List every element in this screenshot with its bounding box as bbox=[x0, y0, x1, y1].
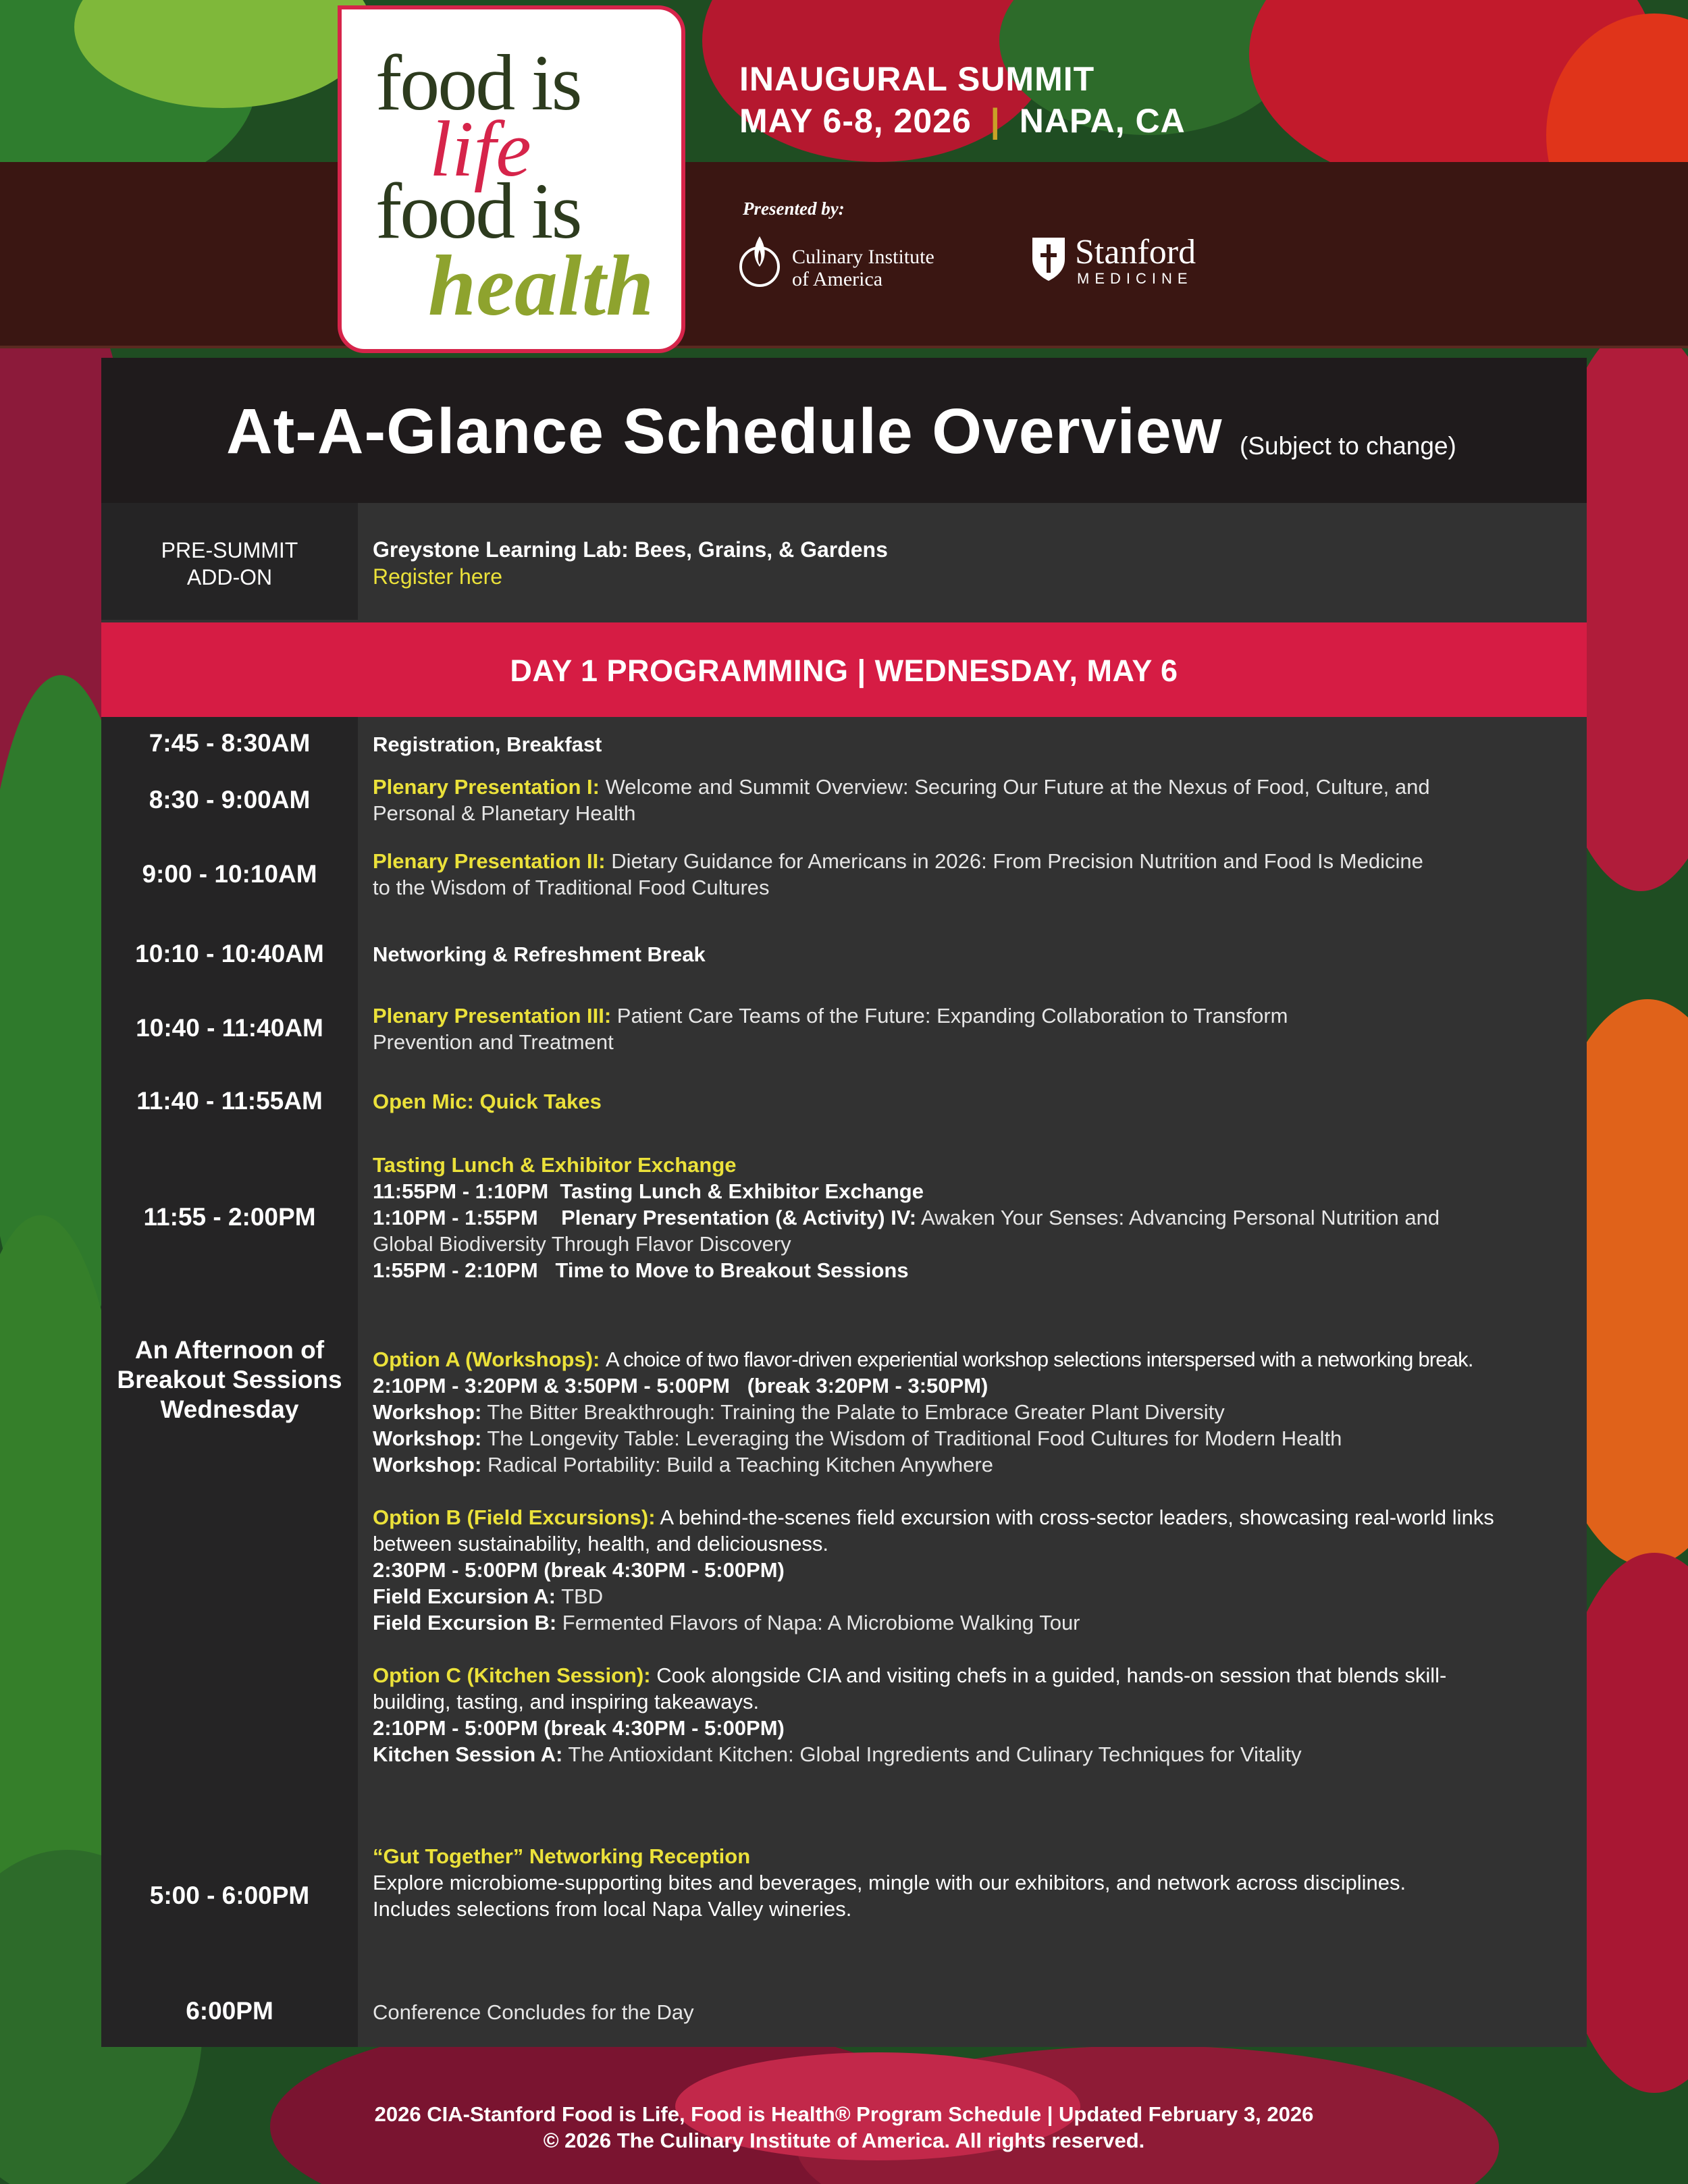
time-slot-10: 6:00PM bbox=[186, 1997, 273, 2025]
time-slot-8: An Afternoon of Breakout Sessions Wednesday bbox=[117, 1336, 342, 1423]
option-c-description-2: building, tasting, and inspiring takeaways. bbox=[373, 1690, 760, 1713]
summit-title: INAUGURAL SUMMIT bbox=[739, 60, 1095, 98]
option-a-times: 2:10PM - 3:20PM & 3:50PM - 5:00PM (break 3:20PM - 3:50PM) bbox=[373, 1374, 988, 1397]
workshop-3: Radical Portability: Build a Teaching Kitchen Anywhere bbox=[487, 1453, 993, 1476]
register-link[interactable]: Register here bbox=[373, 564, 503, 589]
session-8 bbox=[373, 1346, 1575, 1767]
session-7 bbox=[373, 1152, 1575, 1283]
session-9-heading: “Gut Together” Networking Reception bbox=[373, 1844, 751, 1868]
workshop-label-1: Workshop: bbox=[373, 1400, 482, 1424]
session-7-row-1-time: 11:55PM - 1:10PM bbox=[373, 1179, 549, 1203]
logo-line-1: food is bbox=[375, 38, 581, 127]
session-7-row-2-time: 1:10PM - 1:55PM bbox=[373, 1206, 538, 1229]
cia-flame-icon bbox=[739, 230, 787, 290]
kitchen-session-a: The Antioxidant Kitchen: Global Ingredients and Culinary Techniques for Vitality bbox=[568, 1742, 1302, 1766]
footer-line-2: © 2026 The Culinary Institute of America. All rights reserved. bbox=[543, 2129, 1145, 2152]
stanford-shield-icon bbox=[1030, 235, 1067, 282]
schedule-panel bbox=[101, 358, 1587, 2047]
session-3-text-2: to the Wisdom of Traditional Food Cultures bbox=[373, 876, 770, 899]
title-bar bbox=[101, 358, 1587, 503]
session-7-row-1-text: Tasting Lunch & Exhibitor Exchange bbox=[560, 1179, 924, 1203]
time-slot-6: 11:40 - 11:55AM bbox=[136, 1087, 323, 1115]
page-title: At-A-Glance Schedule Overview bbox=[226, 396, 1223, 467]
session-7-row-2-label: Plenary Presentation (& Activity) IV: bbox=[561, 1206, 917, 1229]
session-7-row-2-text-2: Global Biodiversity Through Flavor Discovery bbox=[373, 1232, 791, 1256]
stanford-sub: MEDICINE bbox=[1077, 270, 1193, 287]
workshop-1: The Bitter Breakthrough: Training the Palate to Embrace Greater Plant Diversity bbox=[487, 1400, 1225, 1424]
option-b-times: 2:30PM - 5:00PM (break 4:30PM - 5:00PM) bbox=[373, 1558, 785, 1582]
summit-separator: | bbox=[990, 102, 1001, 140]
logo-line-3: food is bbox=[375, 167, 581, 255]
session-3 bbox=[373, 848, 1575, 901]
time-slot-9: 5:00 - 6:00PM bbox=[149, 1882, 310, 1909]
event-logo bbox=[338, 5, 685, 353]
session-7-row-3-time: 1:55PM - 2:10PM bbox=[373, 1258, 538, 1282]
option-b-description-1: A behind-the-scenes field excursion with cross-sector leaders, showcasing real-world links bbox=[660, 1506, 1494, 1529]
summit-date-location bbox=[739, 101, 1186, 140]
time-slot-7: 11:55 - 2:00PM bbox=[143, 1203, 316, 1231]
session-5-text-1: Patient Care Teams of the Future: Expanding Collaboration to Transform bbox=[616, 1004, 1288, 1028]
option-c-times: 2:10PM - 5:00PM (break 4:30PM - 5:00PM) bbox=[373, 1716, 785, 1740]
pre-summit-label: PRE-SUMMIT ADD-ON bbox=[161, 538, 298, 589]
time-slot-3: 9:00 - 10:10AM bbox=[142, 860, 317, 888]
summit-location: NAPA, CA bbox=[1019, 102, 1186, 140]
option-a-label: Option A (Workshops): bbox=[373, 1348, 600, 1371]
session-6: Open Mic: Quick Takes bbox=[373, 1090, 602, 1113]
session-5-text-2: Prevention and Treatment bbox=[373, 1030, 614, 1054]
field-excursion-b: Fermented Flavors of Napa: A Microbiome Walking Tour bbox=[562, 1611, 1080, 1634]
day-header-bar bbox=[101, 622, 1587, 717]
session-7-row-2-text-1: Awaken Your Senses: Advancing Personal Nutrition and bbox=[921, 1206, 1440, 1229]
logo-line-4: health bbox=[428, 238, 654, 334]
cia-name: Culinary Institute of America bbox=[792, 246, 934, 290]
session-9-text-2: Includes selections from local Napa Valley wineries. bbox=[373, 1897, 852, 1921]
logo-line-2: life bbox=[429, 105, 531, 193]
day-header: DAY 1 PROGRAMMING | WEDNESDAY, MAY 6 bbox=[510, 654, 1178, 688]
pre-summit-title: Greystone Learning Lab: Bees, Grains, & Gardens bbox=[373, 537, 888, 562]
stanford-name: Stanford bbox=[1075, 233, 1196, 271]
option-b-description-2: between sustainability, health, and deliciousness. bbox=[373, 1532, 828, 1555]
time-slot-4: 10:10 - 10:40AM bbox=[135, 940, 324, 967]
session-9-text-1: Explore microbiome-supporting bites and beverages, mingle with our exhibitors, and network across disciplines. bbox=[373, 1871, 1406, 1894]
session-1: Registration, Breakfast bbox=[373, 733, 602, 756]
option-c-label: Option C (Kitchen Session): bbox=[373, 1663, 651, 1687]
session-4: Networking & Refreshment Break bbox=[373, 942, 706, 966]
field-excursion-a: TBD bbox=[561, 1584, 604, 1608]
footer bbox=[0, 2101, 1688, 2154]
time-slot-2: 8:30 - 9:00AM bbox=[149, 786, 311, 814]
workshop-label-3: Workshop: bbox=[373, 1453, 482, 1476]
session-2 bbox=[373, 774, 1575, 826]
session-7-heading: Tasting Lunch & Exhibitor Exchange bbox=[373, 1153, 737, 1177]
option-c-description-1: Cook alongside CIA and visiting chefs in a guided, hands-on session that blends skill- bbox=[656, 1663, 1447, 1687]
session-2-text-1: Welcome and Summit Overview: Securing Our Future at the Nexus of Food, Culture, and bbox=[605, 775, 1430, 799]
session-7-row-3-text: Time to Move to Breakout Sessions bbox=[555, 1258, 909, 1282]
session-5-label: Plenary Presentation III: bbox=[373, 1004, 612, 1028]
session-5 bbox=[373, 1003, 1575, 1055]
session-2-text-2: Personal & Planetary Health bbox=[373, 801, 636, 825]
footer-line-1: 2026 CIA-Stanford Food is Life, Food is Health® Program Schedule | Updated February 3, 2026 bbox=[374, 2102, 1314, 2126]
kitchen-session-a-label: Kitchen Session A: bbox=[373, 1742, 563, 1766]
workshop-2: The Longevity Table: Leveraging the Wisdom of Traditional Food Cultures for Modern Health bbox=[487, 1427, 1342, 1450]
session-3-label: Plenary Presentation II: bbox=[373, 849, 606, 873]
field-excursion-b-label: Field Excursion B: bbox=[373, 1611, 557, 1634]
option-a-description: A choice of two flavor-driven experiential workshop selections interspersed with a networking break. bbox=[606, 1348, 1473, 1371]
field-excursion-a-label: Field Excursion A: bbox=[373, 1584, 556, 1608]
workshop-label-2: Workshop: bbox=[373, 1427, 482, 1450]
session-9 bbox=[373, 1843, 1575, 1922]
time-slot-5: 10:40 - 11:40AM bbox=[136, 1014, 323, 1042]
summit-dates: MAY 6-8, 2026 bbox=[739, 102, 972, 140]
session-2-label: Plenary Presentation I: bbox=[373, 775, 600, 799]
session-3-text-1: Dietary Guidance for Americans in 2026: From Precision Nutrition and Food Is Medicine bbox=[611, 849, 1423, 873]
option-b-label: Option B (Field Excursions): bbox=[373, 1506, 656, 1529]
session-10: Conference Concludes for the Day bbox=[373, 2000, 694, 2024]
presented-by: Presented by: bbox=[743, 198, 845, 219]
time-slot-1: 7:45 - 8:30AM bbox=[149, 729, 311, 757]
title-note: (Subject to change) bbox=[1240, 432, 1456, 460]
